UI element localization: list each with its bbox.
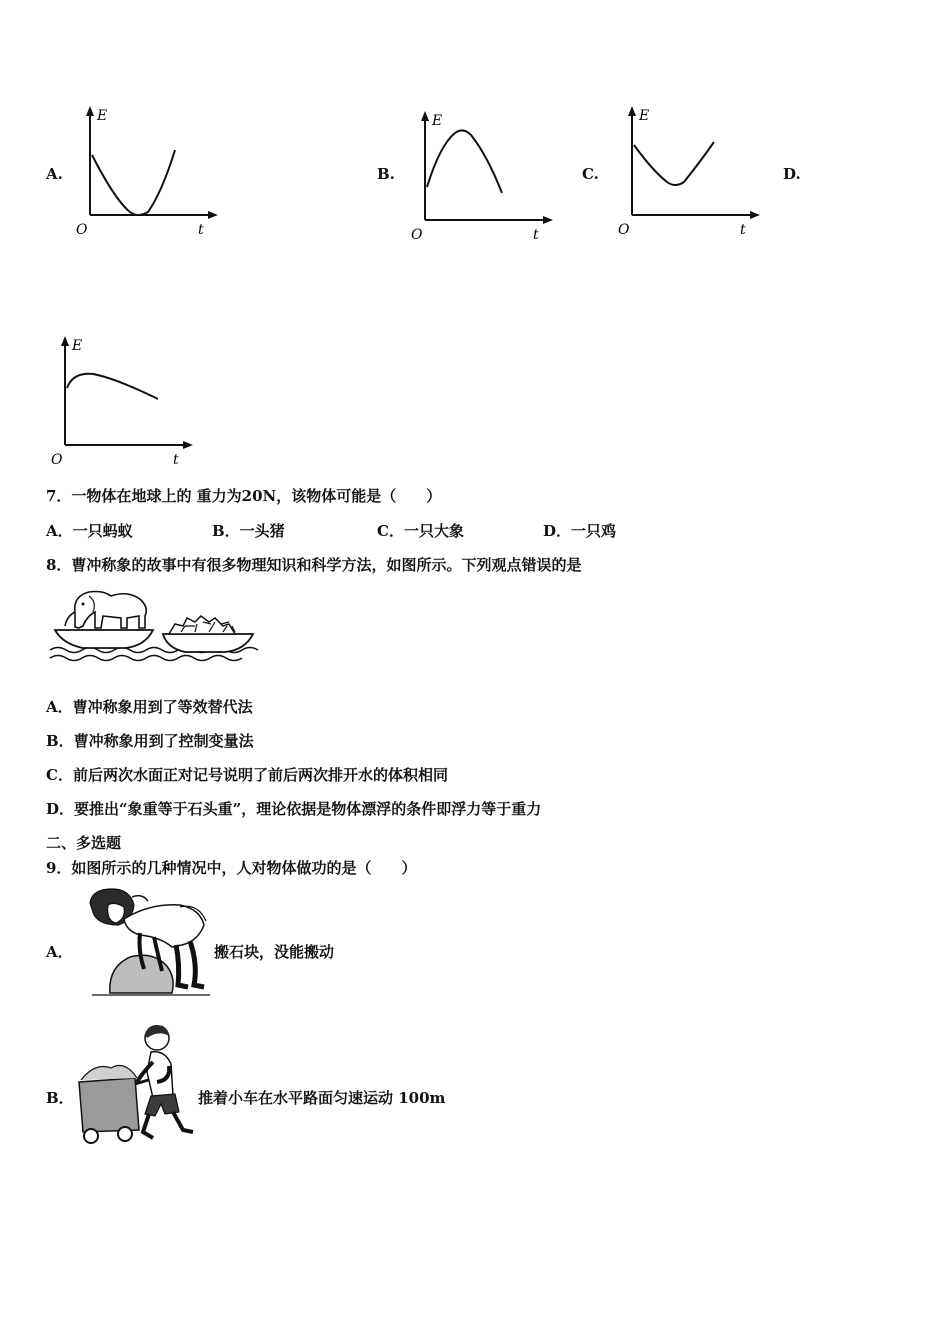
graph-option-b-label: B. (377, 165, 395, 183)
axis-x-label: t (533, 227, 539, 243)
axis-y-label: E (97, 108, 108, 124)
question-8-stem: 8．曹冲称象的故事中有很多物理知识和科学方法，如图所示。下列观点错误的是 (46, 556, 582, 574)
q9-option-b-label[interactable]: B． (46, 1089, 74, 1107)
graph-a (70, 100, 230, 240)
q9-option-a-label[interactable]: A． (46, 943, 73, 961)
question-9-stem: 9．如图所示的几种情况中，人对物体做功的是（ ） (46, 859, 417, 877)
q8-option-d[interactable]: D．要推出“象重等于石头重”，理论依据是物体漂浮的条件即浮力等于重力 (46, 800, 542, 818)
graph-c (612, 100, 772, 240)
origin-label: O (51, 452, 63, 468)
graph-option-c-label: C. (582, 165, 599, 183)
section-heading: 二、多选题 (46, 834, 122, 852)
axis-y-label: E (432, 113, 443, 129)
girl-lifting-stone-illustration (80, 885, 212, 1003)
question-7-stem: 7．一物体在地球上的 重力为20N，该物体可能是（ ） (46, 487, 442, 505)
q9-option-b-text: 推着小车在水平路面匀速运动 100m (198, 1089, 446, 1107)
axis-y-label: E (72, 338, 83, 354)
axis-y-label: E (639, 108, 650, 124)
origin-label: O (411, 227, 423, 243)
axis-x-label: t (173, 452, 179, 468)
graph-option-a-label: A. (46, 165, 63, 183)
q8-option-a[interactable]: A．曹冲称象用到了等效替代法 (46, 698, 253, 716)
q8-option-b[interactable]: B．曹冲称象用到了控制变量法 (46, 732, 254, 750)
q7-option-a[interactable]: A．一只蚂蚁 (46, 522, 133, 540)
graph-b (405, 105, 565, 245)
q7-option-c[interactable]: C．一只大象 (377, 522, 464, 540)
q7-option-d[interactable]: D．一只鸡 (543, 522, 617, 540)
graph-d (45, 330, 205, 470)
origin-label: O (76, 222, 88, 238)
boy-pushing-cart-illustration (75, 1020, 200, 1150)
graph-option-d-label: D. (783, 165, 801, 183)
axis-x-label: t (198, 222, 204, 238)
q7-option-b[interactable]: B．一头猪 (212, 522, 285, 540)
elephant-boat-illustration (45, 582, 260, 667)
q9-option-a-text: 搬石块，没能搬动 (214, 943, 335, 961)
q8-option-c[interactable]: C．前后两次水面正对记号说明了前后两次排开水的体积相同 (46, 766, 448, 784)
origin-label: O (618, 222, 630, 238)
axis-x-label: t (740, 222, 746, 238)
